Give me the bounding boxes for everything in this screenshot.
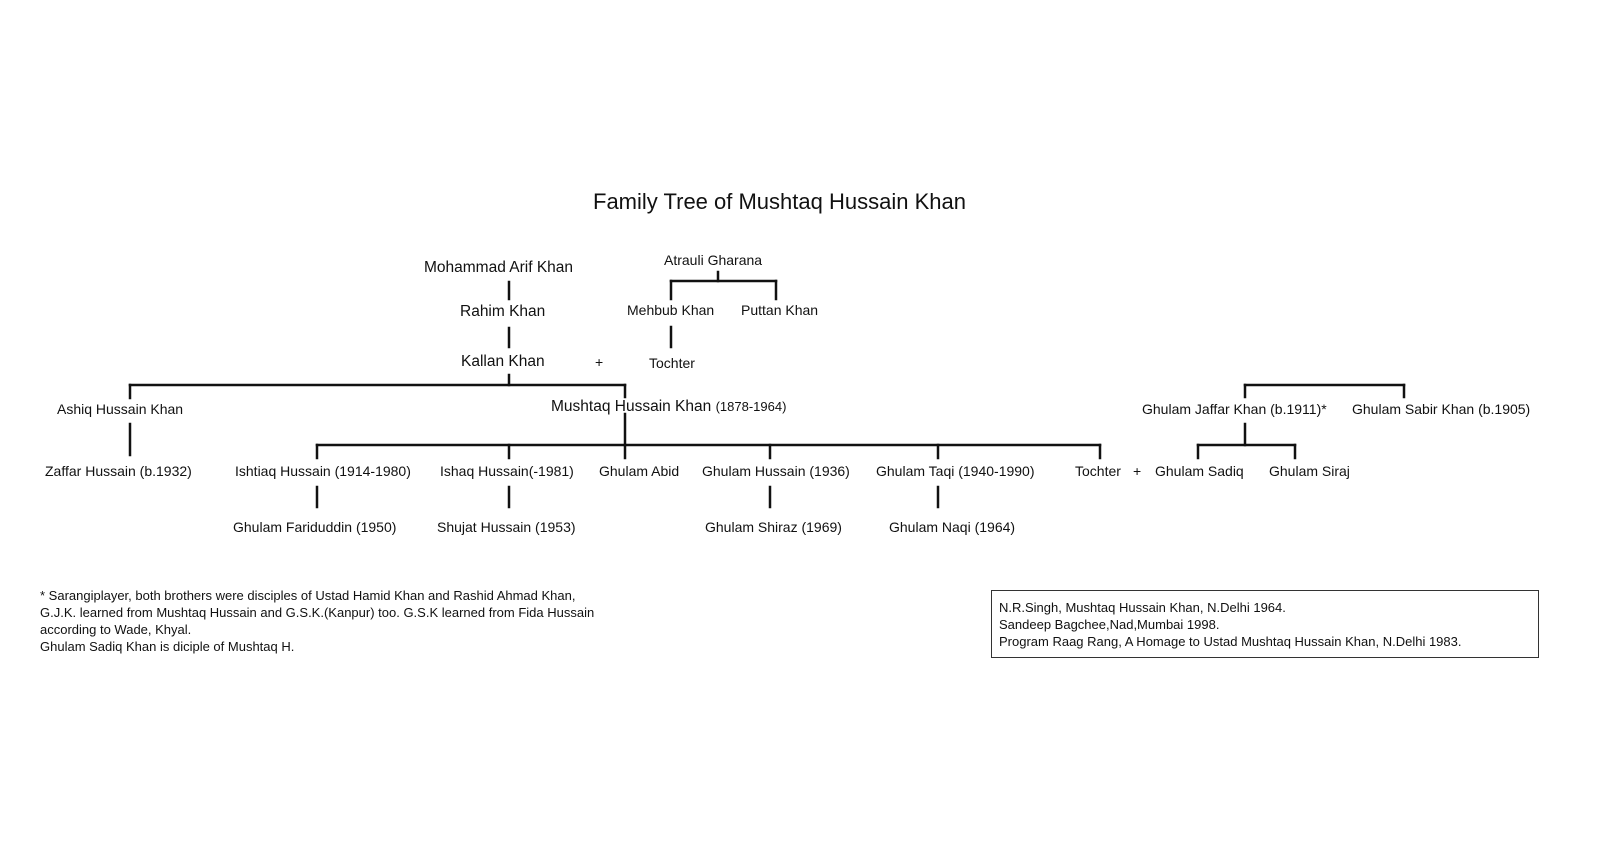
- mushtaq-name: Mushtaq Hussain Khan: [551, 398, 712, 415]
- person-mehbub-khan: Mehbub Khan: [627, 302, 715, 318]
- person-kallan-khan: Kallan Khan: [461, 353, 545, 370]
- page-title: Family Tree of Mushtaq Hussain Khan: [593, 189, 966, 214]
- reference-item: Program Raag Rang, A Homage to Ustad Mushtaq Hussain Khan, N.Delhi 1983.: [999, 634, 1462, 649]
- person-tochter-mushtaq: Tochter: [1075, 463, 1121, 479]
- person-ghulam-sadiq: Ghulam Sadiq: [1155, 463, 1244, 479]
- person-zaffar-hussain: Zaffar Hussain (b.1932): [45, 463, 192, 479]
- person-ghulam-shiraz: Ghulam Shiraz (1969): [705, 519, 842, 535]
- mushtaq-dates: (1878-1964): [715, 399, 787, 414]
- person-ghulam-naqi: Ghulam Naqi (1964): [889, 519, 1016, 535]
- person-puttan-khan: Puttan Khan: [741, 302, 819, 318]
- footnote: [40, 587, 594, 655]
- footnote-line: * Sarangiplayer, both brothers were disciples of Ustad Hamid Khan and Rashid Ahmad Khan,: [40, 588, 576, 603]
- reference-item: Sandeep Bagchee,Nad,Mumbai 1998.: [999, 617, 1220, 632]
- person-ghulam-jaffar-khan: Ghulam Jaffar Khan (b.1911)*: [1142, 401, 1327, 417]
- person-mohammad-arif-khan: Mohammad Arif Khan: [424, 259, 574, 276]
- person-ishaq-hussain: Ishaq Hussain(-1981): [440, 463, 574, 479]
- person-ghulam-sabir-khan: Ghulam Sabir Khan (b.1905): [1352, 401, 1531, 417]
- person-ghulam-hussain: Ghulam Hussain (1936): [702, 463, 850, 479]
- marriage-plus-tochter: +: [1133, 463, 1142, 479]
- footnote-line: G.J.K. learned from Mushtaq Hussain and G.S.K.(Kanpur) too. G.S.K learned from Fida Hussain: [40, 605, 595, 620]
- gharana-atrauli: Atrauli Gharana: [664, 252, 763, 268]
- person-rahim-khan: Rahim Khan: [460, 303, 546, 320]
- person-ghulam-abid: Ghulam Abid: [599, 463, 680, 479]
- person-ghulam-taqi: Ghulam Taqi (1940-1990): [876, 463, 1035, 479]
- person-mushtaq-hussain-khan: [551, 398, 786, 416]
- footnote-line: Ghulam Sadiq Khan is diciple of Mushtaq H.: [40, 639, 295, 654]
- person-ghulam-siraj: Ghulam Siraj: [1269, 463, 1350, 479]
- person-ishtiaq-hussain: Ishtiaq Hussain (1914-1980): [235, 463, 411, 479]
- person-ashiq-hussain-khan: Ashiq Hussain Khan: [57, 401, 184, 417]
- marriage-plus-kallan: +: [595, 354, 604, 370]
- person-tochter-mehbub: Tochter: [649, 355, 695, 371]
- footnote-line: according to Wade, Khyal.: [40, 622, 192, 637]
- reference-item: N.R.Singh, Mushtaq Hussain Khan, N.Delhi 1964.: [999, 600, 1286, 615]
- person-shujat-hussain: Shujat Hussain (1953): [437, 519, 576, 535]
- person-ghulam-fariduddin: Ghulam Fariduddin (1950): [233, 519, 397, 535]
- references-box: [991, 590, 1539, 658]
